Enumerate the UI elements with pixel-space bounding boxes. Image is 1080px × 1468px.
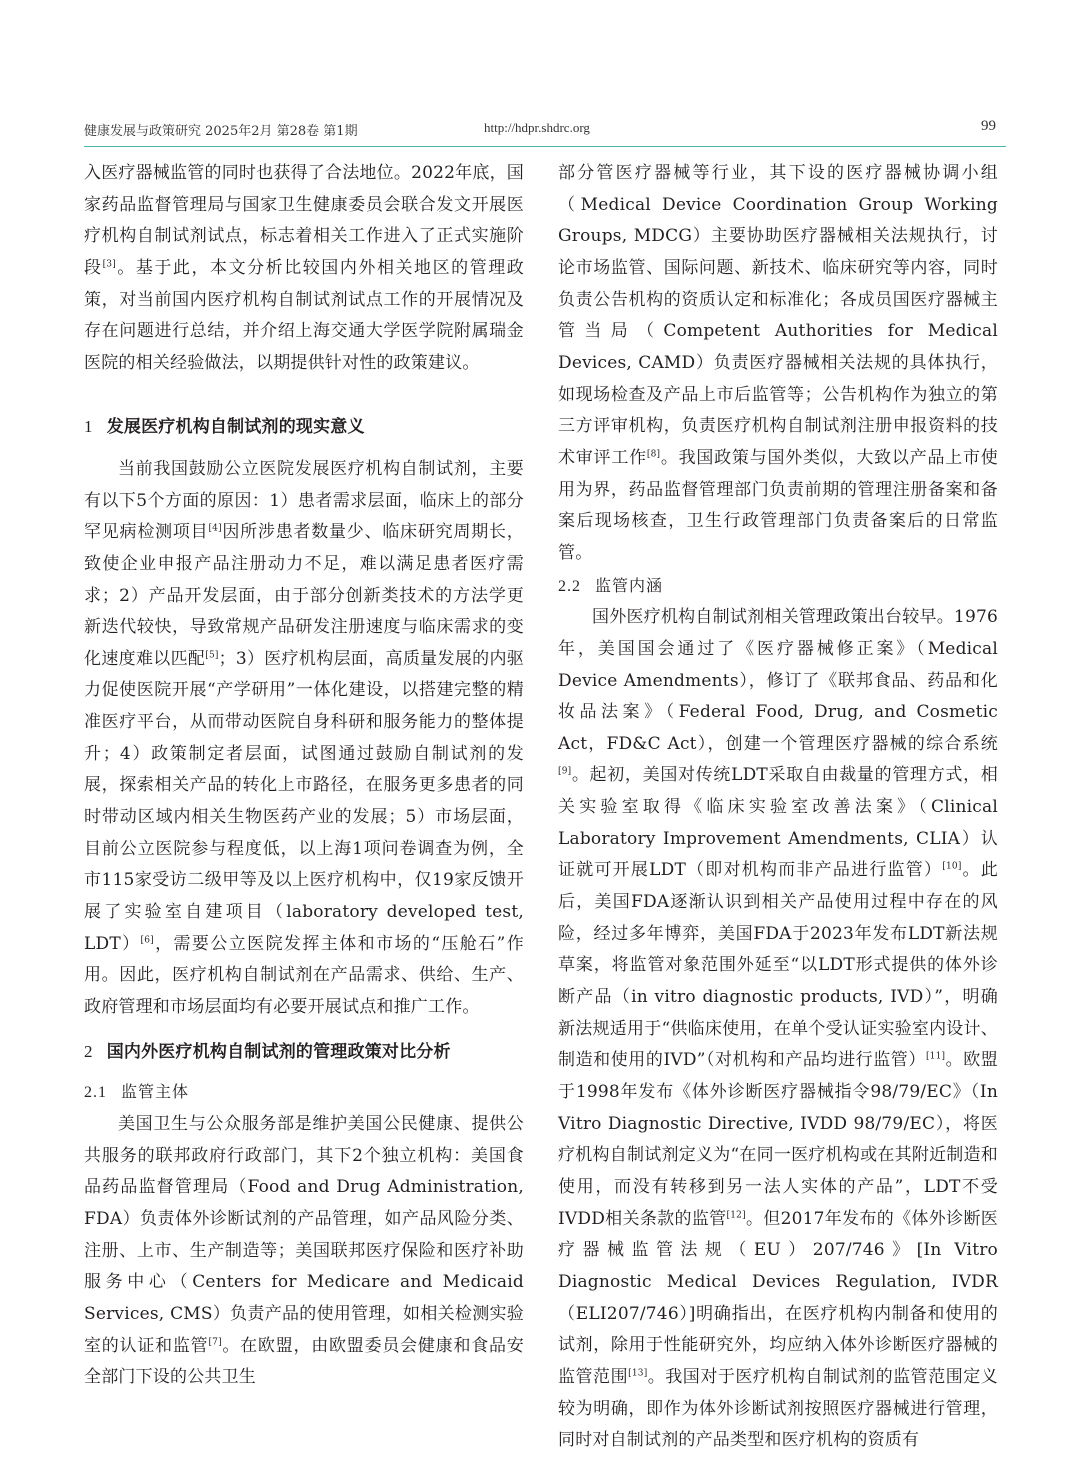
subsection-heading-2-2: 2.2 监管内涵 [558, 575, 664, 595]
citation-ref[interactable]: [10] [942, 861, 962, 872]
left-column [84, 158, 524, 1394]
citation-ref[interactable]: [3] [102, 259, 116, 270]
citation-ref[interactable]: [9] [558, 766, 572, 777]
paragraph-regulatory-scope: 国外医疗机构自制试剂相关管理政策出台较早。1976年，美国国会通过了《医疗器械修正案》（Medical Device Amendments），修订了《联邦食品、药品和化妆品法案》（Federal Food, Drug, and Cosmetic Act，FD&C Act），创建一个管理医疗器械的综合系统[9]。起初，美国对传统LDT采取自由裁量的管理方式，相关实验室取得《临床实验室改善法案》（Clinical Laboratory Improvement Amendments, CLIA）认证就可开展LDT（即对机构而非产品进行监管）[10]。此后，美国FDA逐渐认识到相关产品使用过程中存在的风险，经过多年博弈，美国FDA于2023年发布LDT新法规草案，将监管对象范围外延至“以LDT形式提供的体外诊断产品（in vitro diagnostic products, IVD）”，明确新法规适用于“供临床使用，在单个受认证实验室内设计、制造和使用的IVD”（对机构和产品均进行监管）[11]。欧盟于1998年发布《体外诊断医疗器械指令98/79/EC》（In Vitro Diagnostic Directive, IVDD 98/79/EC），将医疗机构自制试剂定义为“在同一医疗机构或在其附近制造和使用，而没有转移到另一法人实体的产品”，LDT不受IVDD相关条款的监管[12]。但2017年发布的《体外诊断医疗器械监管法规（EU）207/746》[In Vitro Diagnostic Medical Devices Regulation, IVDR（ELI207/746）]明确指出，在医疗机构内制备和使用的试剂，除用于性能研究外，均应纳入体外诊断医疗器械的监管范围[13]。我国对于医疗机构自制试剂的监管范围定义较为明确，即作为体外诊断试剂按照医疗器械进行管理，同时对自制试剂的产品类型和医疗机构的资质有 [558, 607, 999, 1451]
section-heading-2: 2 国内外医疗机构自制试剂的管理政策对比分析 [84, 1041, 451, 1062]
running-header [84, 116, 996, 140]
citation-ref[interactable]: [12] [726, 1210, 746, 1220]
journal-url[interactable]: http://hdpr.shdrc.org [484, 120, 590, 135]
citation-ref[interactable]: [8] [646, 449, 661, 460]
paragraph-regulators: 美国卫生与公众服务部是维护美国公民健康、提供公共服务的联邦政府行政部门，其下2个独立机构：美国食品药品监督管理局（Food and Drug Administration, FDA）负责体外诊断试剂的产品管理，如产品风险分类、注册、上市、生产制造等；美国联邦医疗保险和医疗补助服务中心（Centers for Medicare and Medicaid Services, CMS）负责产品的使用管理，如相关检测实验室的认证和监管[7]。在欧盟，由欧盟委员会健康和食品安全部门下设的公共卫生 [84, 1114, 524, 1388]
citation-ref[interactable]: [11] [925, 1051, 946, 1062]
paragraph-intro: 入医疗器械监管的同时也获得了合法地位。2022年底，国家药品监督管理局与国家卫生健康委员会联合发文开展医疗机构自制试剂试点，标志着相关工作进入了正式实施阶段[3]。基于此，本文分析比较国内外相关地区的管理政策，对当前国内医疗机构自制试剂试点工作的开展情况及存在问题进行总结，并介绍上海交通大学医学院附属瑞金医院的相关经验做法，以期提供针对性的政策建议。 [84, 163, 525, 373]
citation-ref[interactable]: [4] [208, 523, 222, 534]
right-column [558, 158, 998, 1457]
journal-citation: 健康发展与政策研究 2025年2月 第28卷 第1期 [84, 124, 358, 139]
header-rule [84, 146, 1006, 147]
citation-ref[interactable]: [6] [140, 935, 154, 946]
paragraph-significance: 当前我国鼓励公立医院发展医疗机构自制试剂，主要有以下5个方面的原因：1）患者需求层面，临床上的部分罕见病检测项目[4]因所涉患者数量少、临床研究周期长，致使企业申报产品注册动力不足，难以满足患者医疗需求；2）产品开发层面，由于部分创新类技术的方法学更新迭代较快，导致常规产品研发注册速度与临床需求的变化速度难以匹配[5]；3）医疗机构层面，高质量发展的内驱力促使医院开展“产学研用”一体化建设，以搭建完整的精准医疗平台，从而带动医院自身科研和服务能力的整体提升；4）政策制定者层面，试图通过鼓励自制试剂的发展，探索相关产品的转化上市路径，在服务更多患者的同时带动区域内相关生物医药产业的发展；5）市场层面，目前公立医院参与程度低，以上海1项问卷调查为例，全市115家受访二级甲等及以上医疗机构中，仅19家反馈开展了实验室自建项目（laboratory developed test, LDT）[6]，需要公立医院发挥主体和市场的“压舱石”作用。因此，医疗机构自制试剂在产品需求、供给、生产、政府管理和市场层面均有必要开展试点和推广工作。 [84, 458, 524, 1018]
section-heading-1: 1 发展医疗机构自制试剂的现实意义 [84, 417, 365, 438]
subsection-heading-2-1: 2.1 监管主体 [84, 1082, 190, 1102]
citation-ref[interactable]: [13] [628, 1368, 648, 1379]
citation-ref[interactable]: [5] [205, 650, 219, 661]
citation-ref[interactable]: [7] [208, 1336, 222, 1347]
page-number: 99 [981, 118, 996, 134]
paragraph-eu-regulators: 部分管医疗器械等行业，其下设的医疗器械协调小组（Medical Device Coordination Group Working Groups, MDCG）主要协助医疗器械相关法规执行，讨论市场监管、国际问题、新技术、临床研究等内容，同时负责公告机构的资质认定和标准化；各成员国医疗器械主管当局（Competent Authorities for Medical Devices, CAMD）负责医疗器械相关法规的具体执行，如现场检查及产品上市后监管等；公告机构作为独立的第三方评审机构，负责医疗机构自制试剂注册申报资料的技术审评工作[8]。我国政策与国外类似，大致以产品上市使用为界，药品监督管理部门负责前期的管理注册备案和备案后现场核查，卫生行政管理部门负责备案后的日常监管。 [558, 163, 998, 563]
